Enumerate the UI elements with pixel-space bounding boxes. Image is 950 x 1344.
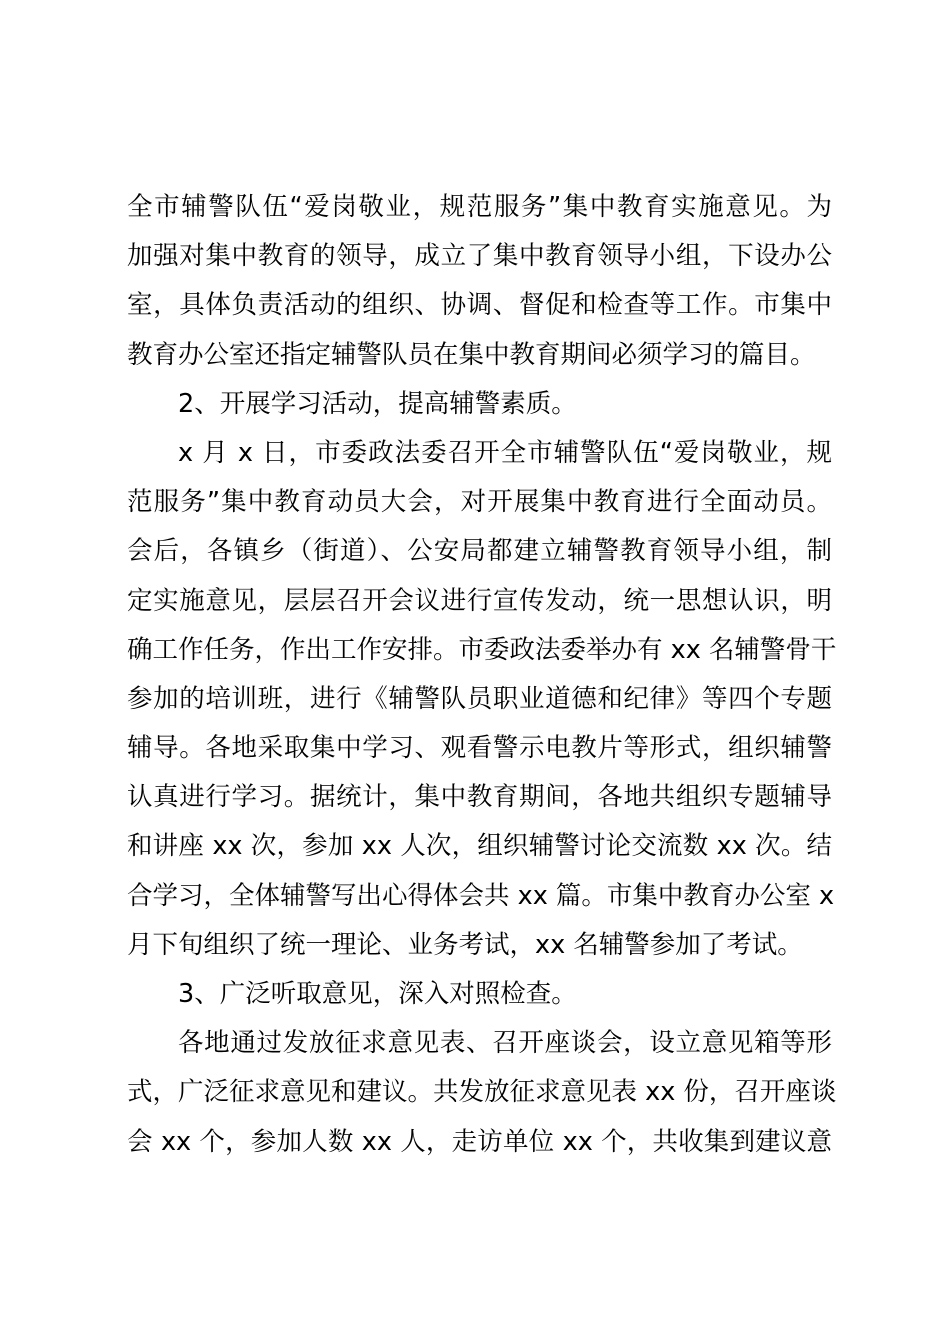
text-line: 各地通过发放征求意见表、召开座谈会，设立意见箱等形 (178, 1028, 832, 1059)
text-line: 合学习，全体辅警写出心得体会共 xx 篇。市集中教育办公室 x (127, 880, 835, 911)
text-line: 认真进行学习。据统计，集中教育期间，各地共组织专题辅导 (127, 782, 832, 813)
section-heading (127, 380, 832, 429)
text-line: 加强对集中教育的领导，成立了集中教育领导小组，下设办公 (127, 241, 832, 272)
paragraph (127, 183, 832, 380)
text-line: 3、广泛听取意见，深入对照检查。 (178, 979, 577, 1009)
paragraph (127, 429, 837, 970)
text-line: x 月 x 日，市委政法委召开全市辅警队伍“爱岗敬业，规 (178, 437, 832, 468)
section-heading (127, 970, 832, 1019)
paragraph (127, 1019, 837, 1167)
text-line: 月下旬组织了统一理论、业务考试，xx 名辅警参加了考试。 (127, 929, 803, 960)
document-body (127, 183, 837, 1167)
text-line: 全市辅警队伍“爱岗敬业，规范服务”集中教育实施意见。为 (127, 192, 832, 222)
text-line: 教育办公室还指定辅警队员在集中教育期间必须学习的篇目。 (127, 339, 816, 370)
text-line: 会 xx 个，参加人数 xx 人，走访单位 xx 个，共收集到建议意 (127, 1126, 832, 1157)
text-line: 参加的培训班，进行《辅警队员职业道德和纪律》等四个专题 (127, 683, 832, 714)
text-line: 2、开展学习活动，提高辅警素质。 (178, 388, 577, 419)
text-line: 室，具体负责活动的组织、协调、督促和检查等工作。市集中 (127, 290, 832, 321)
text-line: 确工作任务，作出工作安排。市委政法委举办有 xx 名辅警骨干 (127, 634, 837, 665)
text-line: 式，广泛征求意见和建议。共发放征求意见表 xx 份，召开座谈 (127, 1077, 837, 1108)
text-line: 定实施意见，层层召开会议进行宣传发动，统一思想认识，明 (127, 585, 832, 616)
text-line: 辅导。各地采取集中学习、观看警示电教片等形式，组织辅警 (127, 733, 832, 764)
text-line: 和讲座 xx 次，参加 xx 人次，组织辅警讨论交流数 xx 次。结 (127, 831, 832, 862)
text-line: 会后，各镇乡（街道）、公安局都建立辅警教育领导小组，制 (127, 536, 832, 567)
text-line: 范服务”集中教育动员大会，对开展集中教育进行全面动员。 (127, 487, 832, 518)
